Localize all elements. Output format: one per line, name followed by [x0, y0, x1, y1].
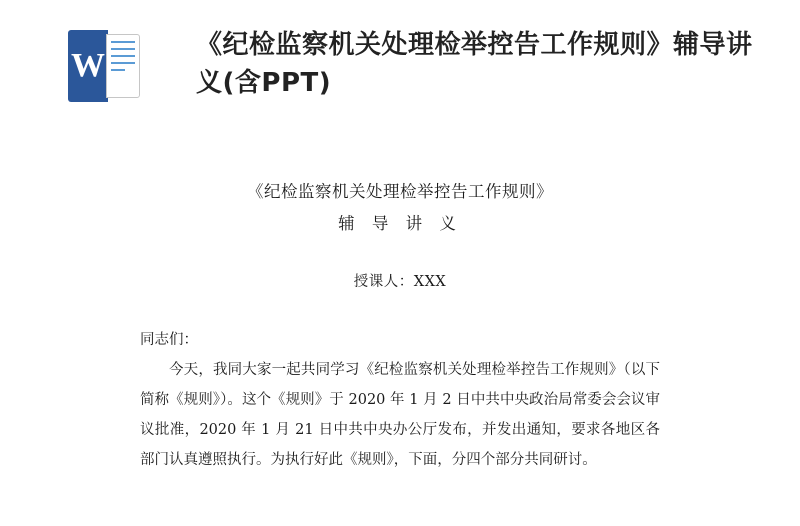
word-icon-letter: W [68, 30, 108, 102]
document-salutation: 同志们： [140, 332, 198, 348]
icon-line [111, 48, 135, 50]
document-title-line: 《纪检监察机关处理检举控告工作规则》 [247, 182, 553, 201]
document-lecturer: 授课人：XXX [353, 274, 447, 290]
document-content-sheet [112, 140, 688, 526]
document-paragraph: 今天，我同大家一起共同学习《纪检监察机关处理检举控告工作规则》（以下简称《规则》）。这个《规则》于 2020 年 1 月 2 日中共中央政治局常委会会议审议批准，2020 年 1 月 21 日中共中央办公厅发布，并发出通知，要求各地区各部门认真遵照执行。为执行好此《规则》，下面，分四个部分共同研讨。 [140, 362, 660, 468]
document-header [0, 0, 800, 130]
icon-line [111, 62, 135, 64]
icon-line [111, 41, 135, 43]
document-subtitle-line: 辅 导 讲 义 [338, 214, 462, 233]
icon-line [111, 69, 125, 71]
page-title: 《纪检监察机关处理检举控告工作规则》辅导讲义(含PPT) [196, 30, 753, 98]
word-icon-page-lines [106, 34, 140, 98]
icon-line [111, 55, 135, 57]
word-document-icon [68, 30, 140, 102]
